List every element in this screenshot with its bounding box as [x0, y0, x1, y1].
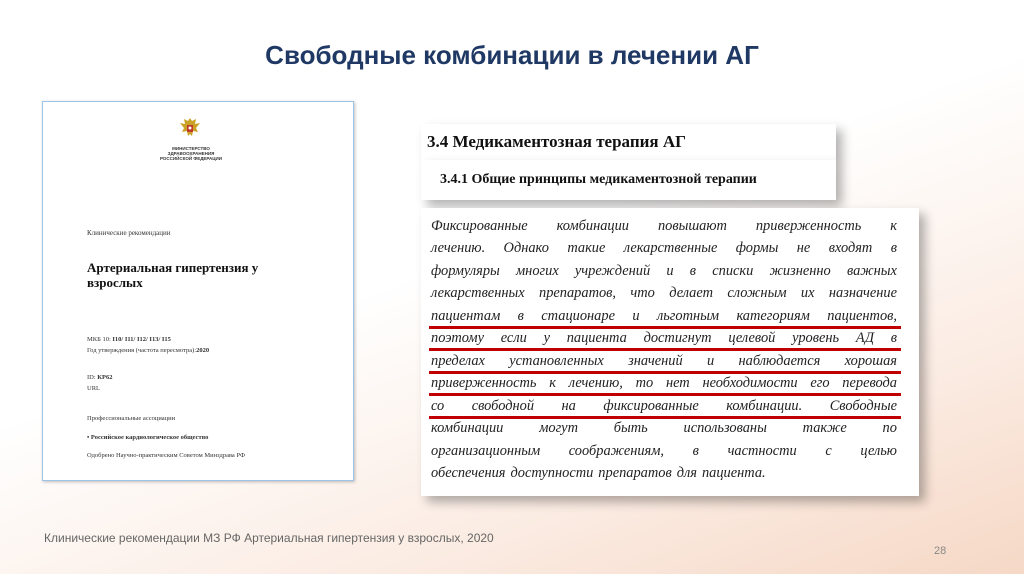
url-label: URL — [87, 385, 100, 392]
subsection-heading: 3.4.1 Общие принципы медикаментозной терапии — [440, 172, 757, 187]
mkb-value: I10/ I11/ I12/ I13/ I15 — [112, 336, 171, 343]
approved-by: Одобрено Научно-практическим Советом Минздрава РФ — [87, 452, 246, 459]
red-underline — [429, 348, 901, 351]
quote-line: со свободной на фиксированные комбинации. Свободные — [431, 397, 897, 414]
quote-line: обеспечения доступности препаратов для пациента. — [431, 465, 766, 482]
quote-line: пациентам в стационаре и льготным категориям пациентов, — [431, 307, 897, 324]
page-number: 28 — [934, 545, 947, 557]
ministry-line: РОССИЙСКОЙ ФЕДЕРАЦИИ — [159, 156, 223, 161]
id-label: ID: — [87, 374, 96, 381]
quote-line: пределах установленных значений и наблюдается хорошая — [431, 352, 897, 369]
footer-source: Клинические рекомендации МЗ РФ Артериальная гипертензия у взрослых, 2020 — [44, 531, 494, 545]
quote-line: комбинации могут быть использованы также по — [431, 420, 897, 437]
section-heading: 3.4 Медикаментозная терапия АГ — [427, 132, 686, 151]
slide-title: Свободные комбинации в лечении АГ — [265, 40, 759, 70]
quote-line: приверженность к лечению, то нет необходимости его перевода — [431, 375, 897, 392]
ministry-name — [151, 146, 231, 161]
red-underline — [429, 393, 901, 396]
coat-of-arms-icon — [178, 116, 202, 142]
quote-line: лечению. Однако такие лекарственные формы не входят в — [431, 240, 897, 257]
ministry-line: МИНИСТЕРСТВО — [172, 146, 210, 151]
subsection-heading-card — [421, 160, 836, 200]
id-value: КР62 — [97, 374, 113, 381]
mkb-label: МКБ 10: — [87, 336, 111, 343]
quote-line: лекарственных препаратов, что делает сложным их назначение — [431, 285, 897, 302]
red-underline — [429, 416, 901, 419]
quote-line: формуляры многих учреждений и в списки жизненно важных — [431, 262, 897, 279]
red-underline — [429, 326, 901, 329]
red-underline — [429, 371, 901, 374]
association-item: • Российское кардиологическое общество — [87, 434, 209, 441]
document-id — [87, 374, 112, 381]
mkb-codes — [87, 336, 171, 343]
associations-label: Профессиональные ассоциации — [87, 415, 176, 422]
document-type: Клинические рекомендации — [87, 229, 171, 237]
quote-block — [421, 208, 919, 496]
document-title: Артериальная гипертензия у взрослых — [87, 260, 259, 290]
ministry-line: ЗДРАВООХРАНЕНИЯ — [167, 151, 215, 156]
document-page-preview — [42, 101, 354, 481]
approval-value: 2020 — [196, 347, 210, 354]
quote-line: организационным соображениям, в частности с целью — [431, 442, 897, 459]
quote-line: Фиксированные комбинации повышают приверженность к — [431, 217, 897, 234]
section-heading-card — [421, 124, 836, 160]
approval-label: Год утверждения (частота пересмотра): — [87, 347, 197, 354]
approval-year — [87, 347, 209, 354]
quote-line: поэтому если у пациента достигнут целевой уровень АД в — [431, 330, 897, 347]
